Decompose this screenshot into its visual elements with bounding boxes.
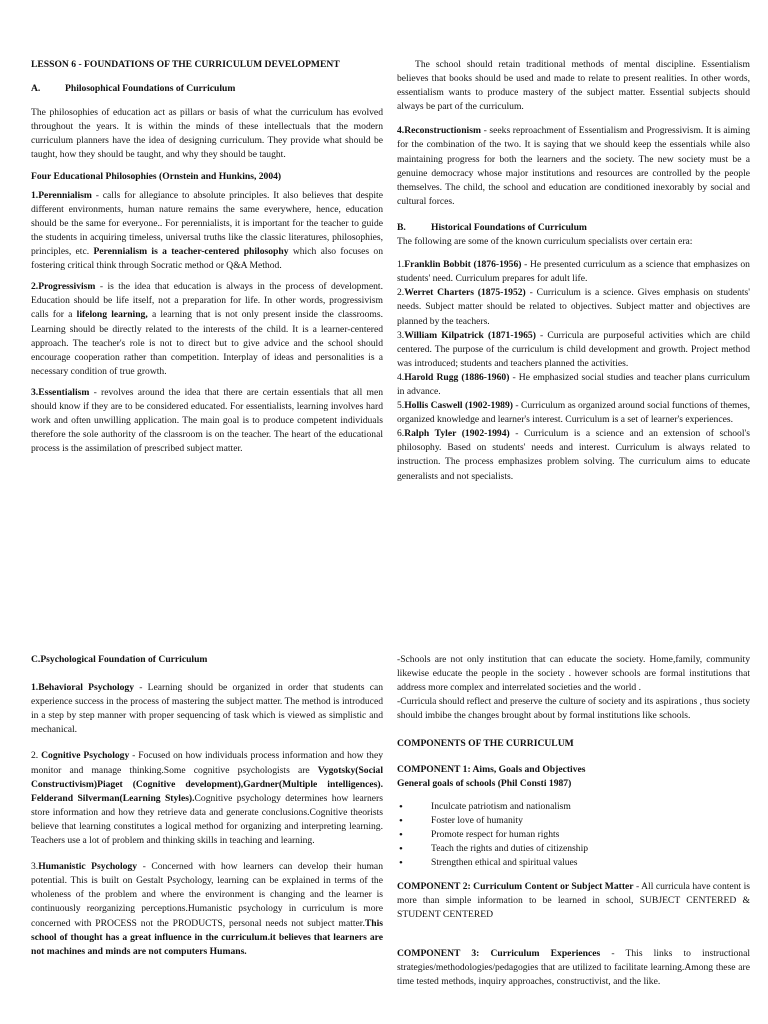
specialist-item bbox=[397, 399, 750, 427]
behavioral-term: 1.Behavioral Psychology bbox=[31, 682, 135, 694]
cognitive-paragraph bbox=[31, 749, 383, 848]
four-philosophies-heading: Four Educational Philosophies (Ornstein and Hunkins, 2004) bbox=[31, 170, 282, 182]
progressivism-text: - is the idea that education is always in the process of development. Education should be life itself, not a preparation for life. In other words, progressivism calls for a bbox=[31, 281, 383, 321]
specialist-name: William Kilpatrick (1871-1965) bbox=[404, 329, 536, 341]
reconstructionism-term: 4.Reconstructionism bbox=[397, 125, 481, 137]
specialist-item bbox=[397, 258, 750, 286]
curricula-society-paragraph: -Curricula should reflect and preserve the culture of society and its aspirations , thus society should imbibe the changes brought about by formal institutions like schools. bbox=[397, 696, 750, 722]
goal-item: • Foster love of humanity bbox=[397, 814, 750, 828]
specialist-text: - Curriculum is a science and an extension of school's philosophy. Based on students' needs and interest. Curriculum is always related to instruction. The process emphasizes problem solving. The curriculum aims to educate generalists and not specialists. bbox=[397, 428, 750, 482]
section-b-heading bbox=[397, 221, 750, 235]
specialist-number: 2. bbox=[397, 287, 405, 299]
section-b-number: B. bbox=[397, 221, 406, 233]
section-a-title: Philosophical Foundations of Curriculum bbox=[65, 83, 236, 95]
specialist-number: 1. bbox=[397, 259, 405, 271]
perennialism-emphasis: Perennialism is a teacher-centered philosophy bbox=[93, 246, 289, 258]
reconstructionism-paragraph bbox=[397, 124, 750, 209]
lesson-title: LESSON 6 - FOUNDATIONS OF THE CURRICULUM DEVELOPMENT bbox=[31, 59, 340, 70]
specialist-number: 5. bbox=[397, 400, 405, 412]
cognitive-term: Cognitive Psychology bbox=[41, 750, 130, 762]
component-3-text: - This links to instructional strategies/methodologies/pedagogies that are utilized to facilitate learning.Among these are time tested methods, inquiry approaches, constructivist, and the like. bbox=[397, 947, 750, 987]
goal-item: • Strengthen ethical and spiritual values bbox=[397, 856, 750, 870]
progressivism-emphasis: lifelong learning, bbox=[76, 309, 148, 321]
cognitive-number: 2. bbox=[31, 750, 42, 762]
perennialism-term: 1.Perennialism bbox=[31, 189, 92, 201]
section-a-heading bbox=[31, 82, 383, 96]
goal-item: • Promote respect for human rights bbox=[397, 828, 750, 842]
specialist-item bbox=[397, 329, 750, 371]
specialist-item bbox=[397, 427, 750, 483]
specialist-list bbox=[397, 258, 750, 484]
specialist-item bbox=[397, 371, 750, 399]
specialist-number: 4. bbox=[397, 371, 405, 383]
goal-item: • Inculcate patriotism and nationalism bbox=[397, 800, 750, 814]
specialist-number: 3. bbox=[397, 329, 405, 341]
humanistic-text: - Concerned with how learners can develop their human potential. This is built on Gestalt Psychology, learning can be explained in terms of the wholeness of the problem and where the environment is changing and the learner is continuously reorganizing perceptions.Humanistic psychology in curriculum is more concerned with PROCESS not the PRODUCTS, personal needs not subject matter. bbox=[31, 861, 383, 929]
top-right-column bbox=[397, 58, 750, 484]
goals-list bbox=[397, 800, 750, 870]
bottom-right-column bbox=[397, 653, 750, 1024]
component-3-title: COMPONENT 3: Curriculum Experiences bbox=[397, 947, 601, 959]
perennialism-paragraph bbox=[31, 189, 383, 274]
component-1-heading bbox=[397, 763, 750, 777]
specialist-text: - Curricula are purposeful activities which are child centered. The purpose of the curriculum is child development and growth. Project method was introduced; students and teachers planned the activities. bbox=[397, 329, 751, 369]
humanistic-number: 3. bbox=[31, 861, 39, 873]
philosophy-intro: The philosophies of education act as pillars or basis of what the curriculum has evolved throughout the years. It is within the minds of these intellectuals that the modern curriculum planners have the idea of designing curriculum. They provide what should be taught, how they should be taught, and why they should be taught. bbox=[31, 107, 383, 161]
specialist-name: Harold Rugg (1886-1960) bbox=[404, 371, 510, 383]
specialist-number: 6. bbox=[397, 428, 405, 440]
specialist-name: Ralph Tyler (1902-1994) bbox=[404, 428, 510, 440]
component-3-paragraph bbox=[397, 947, 750, 989]
goal-item: • Teach the rights and duties of citizenship bbox=[397, 842, 750, 856]
essentialism-paragraph bbox=[31, 386, 383, 456]
perennialism-end: which also focuses on fostering critical think through Socratic method or Q&A Method. bbox=[31, 246, 384, 272]
humanistic-paragraph bbox=[31, 860, 383, 959]
component-2-paragraph bbox=[397, 880, 750, 922]
specialist-name: Hollis Caswell (1902-1989) bbox=[404, 400, 513, 412]
general-goals-heading: General goals of schools (Phil Consti 1987) bbox=[397, 777, 572, 789]
specialist-text: - He emphasized social studies and teacher plans curriculum in advance. bbox=[397, 371, 750, 397]
essentialism-text: - revolves around the idea that there are certain essentials that all men should know if they are to be considered educated. For essentialists, learning involves hard work and often unwilling application. The main goal is to produce competent individuals therefore the sole authority of the classroom is on the teacher. The heart of the educational process is the assimilation of prescribed subject matter. bbox=[31, 386, 383, 455]
component-2-title: COMPONENT 2: Curriculum Content or Subject Matter bbox=[397, 881, 634, 893]
behavioral-text: - Learning should be organized in order that students can experience success in the process of mastering the subject matter. The method is introduced in a step by step manner with proper sequencing of task which is viewed as simplistic and mechanical. bbox=[31, 682, 384, 736]
humanistic-emphasis: This school of thought has a great influence in the curriculum.it believes that learners are not machines and minds are not computers Humans. bbox=[31, 917, 383, 957]
specialist-text: - He presented curriculum as a science that emphasizes on students' need. Curriculum prepares for adult life. bbox=[397, 259, 750, 285]
specialist-text: - Curriculum as organized around social functions of themes, organized knowledge and learner's interest. Curriculum is a set of learner's experiences. bbox=[397, 400, 750, 426]
essentialism-term: 3.Essentialism bbox=[31, 386, 90, 398]
section-c-heading: C.Psychological Foundation of Curriculum bbox=[31, 654, 208, 665]
section-b-title: Historical Foundations of Curriculum bbox=[431, 221, 587, 233]
progressivism-paragraph bbox=[31, 280, 383, 379]
cognitive-names: Vygotsky(Social Constructivism)Piaget (Cognitive development),Gardner(Multiple intelligences). Felderand Silverman(Learning Styles). bbox=[31, 764, 383, 804]
bottom-left-column bbox=[31, 653, 383, 966]
perennialism-text: - calls for allegiance to absolute principles. It also believes that despite different environments, human nature remains the same everywhere, hence, education should be the same for everyone.. For perennialists, it is important for the teacher to guide the students in acquiring timeless, universal truths like the classic literatures, philosophies, principles, etc. bbox=[31, 189, 383, 258]
specialist-name: Franklin Bobbit (1876-1956) bbox=[404, 259, 522, 271]
cognitive-end: Cognitive psychology determines how learners store information and how they retrieve data and generate conclusions.Cognitive theorists believe that learning constitutes a logical method for organizing and interpreting learning. Teachers use a lot of problem and thinking skills in teaching and learning. bbox=[31, 792, 383, 847]
behavioral-paragraph bbox=[31, 681, 383, 737]
specialist-item bbox=[397, 286, 750, 328]
components-heading: COMPONENTS OF THE CURRICULUM bbox=[397, 738, 574, 750]
progressivism-end: a learning that is not only present inside the classrooms. Learning should be directly related to the interests of the child. It is a learner-centered approach. The teacher's role is not to direct but to give advice and the school should encourage cooperation rather than competition. Interplay of ideas and personalities is a necessary condition of true growth. bbox=[31, 309, 383, 377]
specialist-text: - Curriculum is a science. Gives emphasis on students' needs. Subject matter should be related to objectives. Subject matter and objectives are planned by the teachers. bbox=[397, 287, 751, 327]
society-paragraph: -Schools are not only institution that can educate the society. Home,family, community likewise educate the people in the society . however schools are formal institutions that address more complex and interrelated societies and the world . bbox=[397, 654, 750, 694]
section-b-intro: The following are some of the known curriculum specialists over certain era: bbox=[397, 236, 693, 248]
component-1-title: COMPONENT 1: Aims, Goals and Objectives bbox=[397, 763, 586, 775]
essentialism-continued: The school should retain traditional methods of mental discipline. Essentialism believes that books should be used and made to relate to present realities. In other words, essentialism wants to produce mastery of the subject matter. Essential subjects should always be part of the curriculum. bbox=[397, 59, 750, 113]
component-2-text: - All curricula have content is more than simple information to be learned in school, SUBJECT CENTERED & STUDENT CENTERED bbox=[397, 881, 750, 921]
cognitive-text: - Focused on how individuals process information and how they monitor and manage thinking.Some cognitive psychologists are bbox=[31, 750, 384, 776]
specialist-name: Werret Charters (1875-1952) bbox=[404, 287, 526, 299]
progressivism-term: 2.Progressivism bbox=[31, 281, 96, 293]
reconstructionism-text: - seeks reproachment of Essentialism and Progressivism. It is aiming for the combination of the two. It is saying that we should keep the essentials while also maintaining progress for both the learners and the society. The new society must be a genuine democracy whose major institutions and resources are controlled by the people themselves. The child, the school and education are conditioned inexorably by social and cultural forces. bbox=[397, 125, 750, 207]
humanistic-term: Humanistic Psychology bbox=[38, 861, 138, 873]
top-left-column bbox=[31, 58, 383, 463]
section-a-number: A. bbox=[31, 83, 41, 95]
